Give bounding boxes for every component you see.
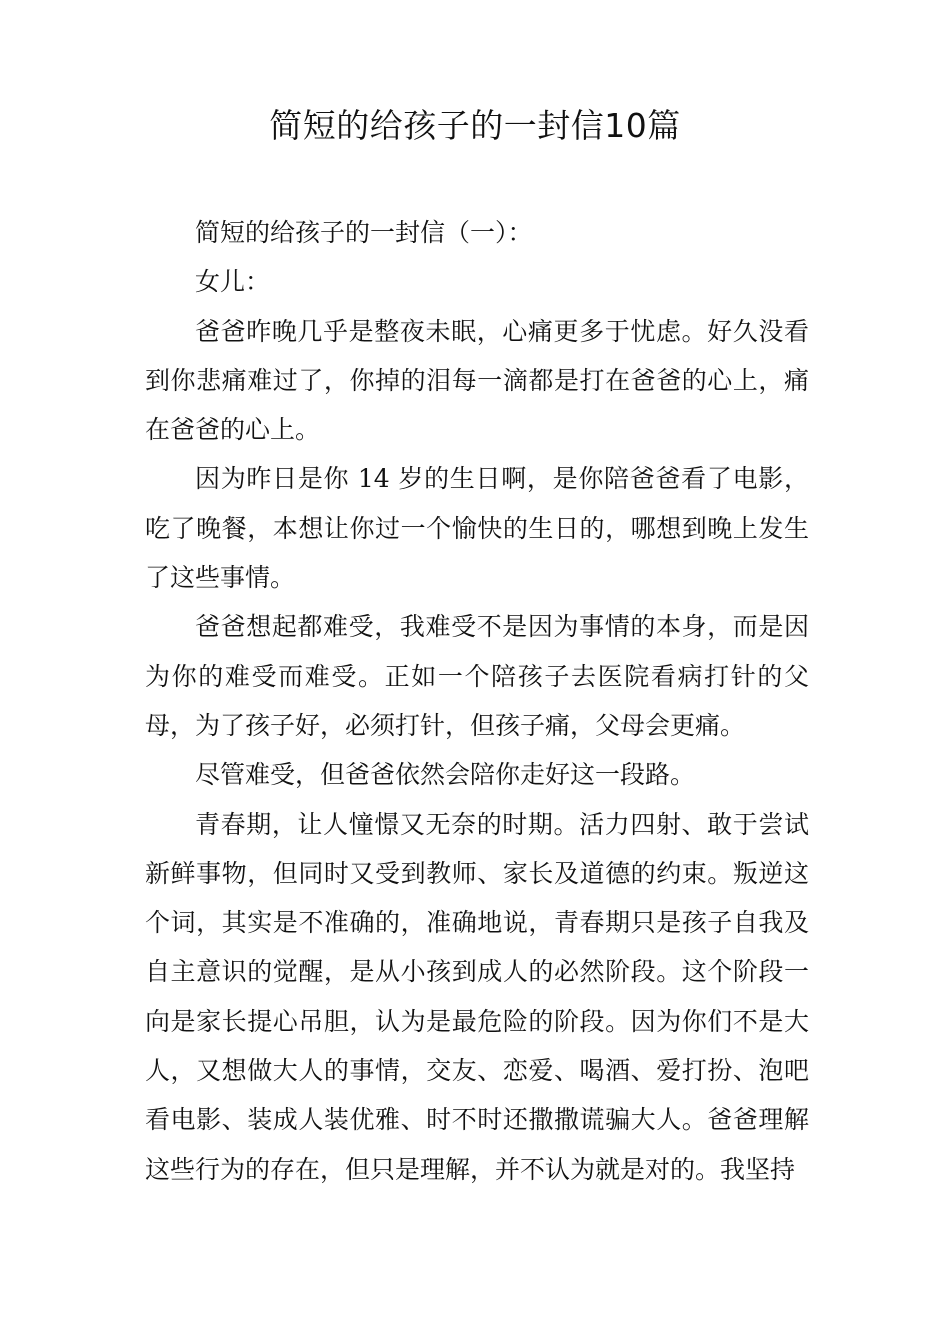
section-heading: 简短的给孩子的一封信（一）： [195, 218, 533, 247]
paragraph: 尽管难受，但爸爸依然会陪你走好这一段路。 [195, 760, 696, 790]
document-body [145, 208, 809, 1194]
paragraph: 因为昨日是你 14 岁的生日啊，是你陪爸爸看了电影，吃了晚餐，本想让你过一个愉快的生日的，哪想到晚上发生了这些事情。 [145, 464, 809, 593]
paragraph: 青春期，让人憧憬又无奈的时期。活力四射、敢于尝试新鲜事物，但同时又受到教师、家长及道德的约束。叛逆这个词，其实是不准确的，准确地说，青春期只是孩子自我及自主意识的觉醒，是从小孩到成人的必然阶段。这个阶段一向是家长提心吊胆，认为是最危险的阶段。因为你们不是大人，又想做大人的事情，交友、恋爱、喝酒、爱打扮、泡吧看电影、装成人装优雅、时不时还撒撒谎骗大人。爸爸理解这些行为的存在，但只是理解，并不认为就是对的。我坚持 [145, 809, 809, 1184]
paragraph: 爸爸想起都难受，我难受不是因为事情的本身，而是因为你的难受而难受。正如一个陪孩子去医院看病打针的父母，为了孩子好，必须打针，但孩子痛，父母会更痛。 [145, 612, 809, 740]
paragraph: 爸爸昨晚几乎是整夜未眠，心痛更多于忧虑。好久没看到你悲痛难过了，你掉的泪每一滴都是打在爸爸的心上，痛在爸爸的心上。 [145, 316, 809, 445]
document-title: 简短的给孩子的一封信10篇 [269, 106, 681, 145]
salutation: 女儿： [195, 267, 271, 297]
